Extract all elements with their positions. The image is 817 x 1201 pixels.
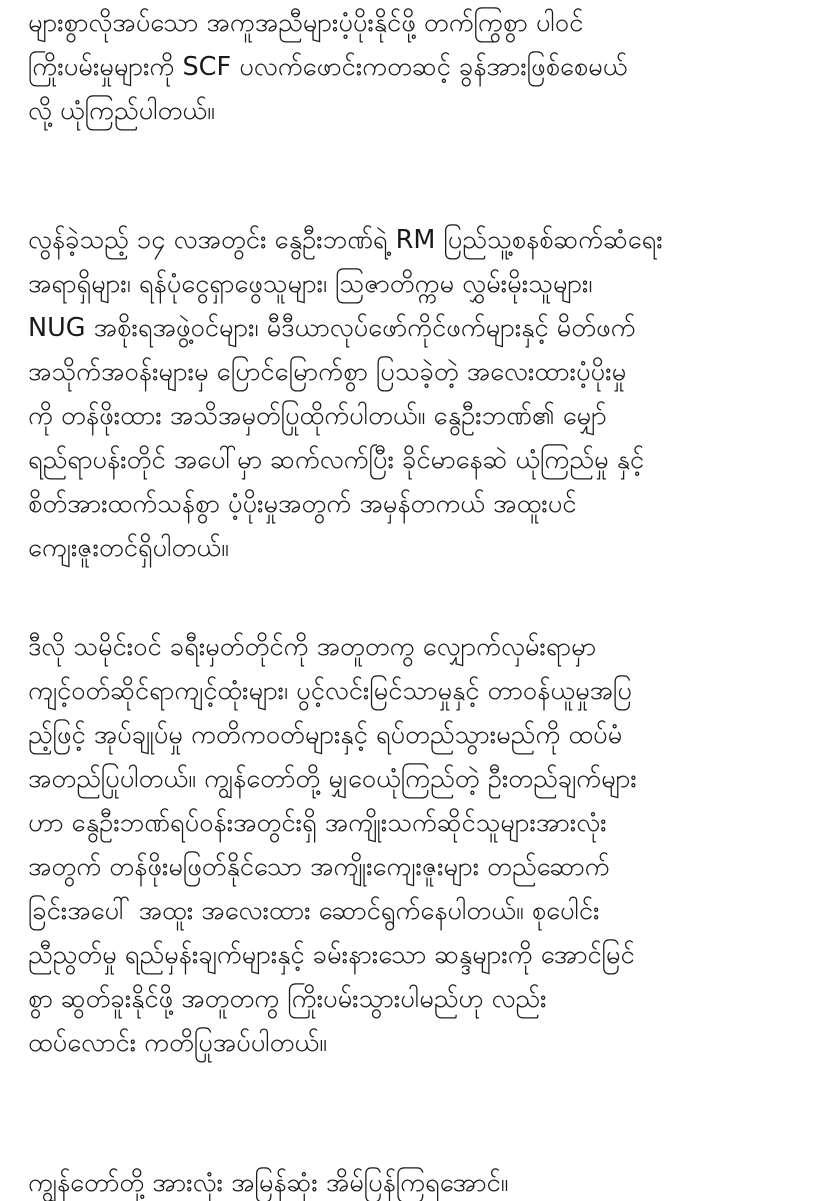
text-line: လွန်ခဲ့သည့် ၁၄ လအတွင်း နွေဦးဘဏ်ရဲ့ RM ပြည်သူ့စနစ်ဆက်ဆံရေး: [28, 225, 663, 255]
text-line: ခြင်းအပေါ် အထူး အလေးထား ဆောင်ရွက်နေပါတယ်။ စုပေါင်း: [28, 896, 600, 926]
paragraph-1: [28, 1, 627, 133]
text-line: လို့ ယုံကြည်ပါတယ်။: [28, 96, 215, 126]
text-line: အရာရှိများ၊ ရန်ပုံငွေရှာဖွေသူများ၊ သြဇာတိက္ကမ လွှမ်းမိုးသူများ၊: [28, 269, 593, 299]
paragraph-4: [28, 1165, 508, 1201]
text-line: စိတ်အားထက်သန်စွာ ပံ့ပိုးမှုအတွက် အမှန်တကယ် အထူးပင်: [28, 489, 577, 519]
text-line: ည့်ဖြင့် အုပ်ချုပ်မှု ကတိကဝတ်များနှင့် ရပ်တည်သွားမည်ကို ထပ်မံ: [28, 720, 623, 750]
document-page: [28, 0, 798, 1200]
text-line: ဒီလို သမိုင်းဝင် ခရီးမှတ်တိုင်ကို အတူတကွ လျှောက်လှမ်းရာမှာ: [28, 632, 597, 662]
paragraph-2: [28, 218, 663, 570]
text-line: အတည်ပြုပါတယ်။ ကျွန်တော်တို့ မျှဝေယုံကြည်တဲ့ ဦးတည်ချက်များ: [28, 764, 637, 794]
text-line: NUG အစိုးရအဖွဲ့ဝင်များ၊ မီဒီယာလုပ်ဖော်ကိုင်ဖက်များနှင့် မိတ်ဖက်: [28, 313, 636, 343]
paragraph-3: [28, 625, 637, 1065]
text-line: များစွာလိုအပ်သော အကူအညီများပံ့ပိုးနိုင်ဖို့ တက်ကြွစွာ ပါဝင်: [28, 8, 584, 38]
text-line: ဟာ နွေဦးဘဏ်ရပ်ဝန်းအတွင်းရှိ အကျိုးသက်ဆိုင်သူများအားလုံး: [28, 808, 607, 838]
text-line: ကို တန်ဖိုးထား အသိအမှတ်ပြုထိုက်ပါတယ်။ နွေဦးဘဏ်၏ မျှော်: [28, 401, 607, 431]
text-line: စွာ ဆွတ်ခူးနိုင်ဖို့ အတူတကွ ကြိုးပမ်းသွားပါမည်ဟု လည်း: [28, 984, 547, 1014]
text-line: ရည်ရာပန်းတိုင် အပေါ်မှာ ဆက်လက်ပြီး ခိုင်မာနေဆဲ ယုံကြည်မှု နှင့်: [28, 445, 645, 475]
text-line: ကျေးဇူးတင်ရှိပါတယ်။: [28, 533, 229, 563]
text-line: ကျင့်ဝတ်ဆိုင်ရာကျင့်ထုံးများ၊ ပွင့်လင်းမြင်သာမှုနှင့် တာဝန်ယူမှုအပြ: [28, 676, 632, 706]
text-line: ကြိုးပမ်းမှုများကို SCF ပလက်ဖောင်းကတဆင့် ခွန်အားဖြစ်စေမယ်: [28, 52, 628, 82]
text-line: အတွက် တန်ဖိုးမဖြတ်နိုင်သော အကျိုးကျေးဇူးများ တည်ဆောက်: [28, 852, 610, 882]
text-line: ထပ်လောင်း ကတိပြုအပ်ပါတယ်။: [28, 1028, 327, 1058]
text-line: အသိုက်အဝန်းများမှ ပြောင်မြောက်စွာ ပြသခဲ့တဲ့ အလေးထားပံ့ပိုးမှု: [28, 357, 627, 387]
text-line: ကျွန်တော်တို့ အားလုံး အမြန်ဆုံး အိမ်ပြန်ကြရအောင်။: [28, 1168, 509, 1198]
text-line: ညီညွတ်မှု ရည်မှန်းချက်များနှင့် ခမ်းနားသော ဆန္ဒများကို အောင်မြင်: [28, 940, 635, 970]
